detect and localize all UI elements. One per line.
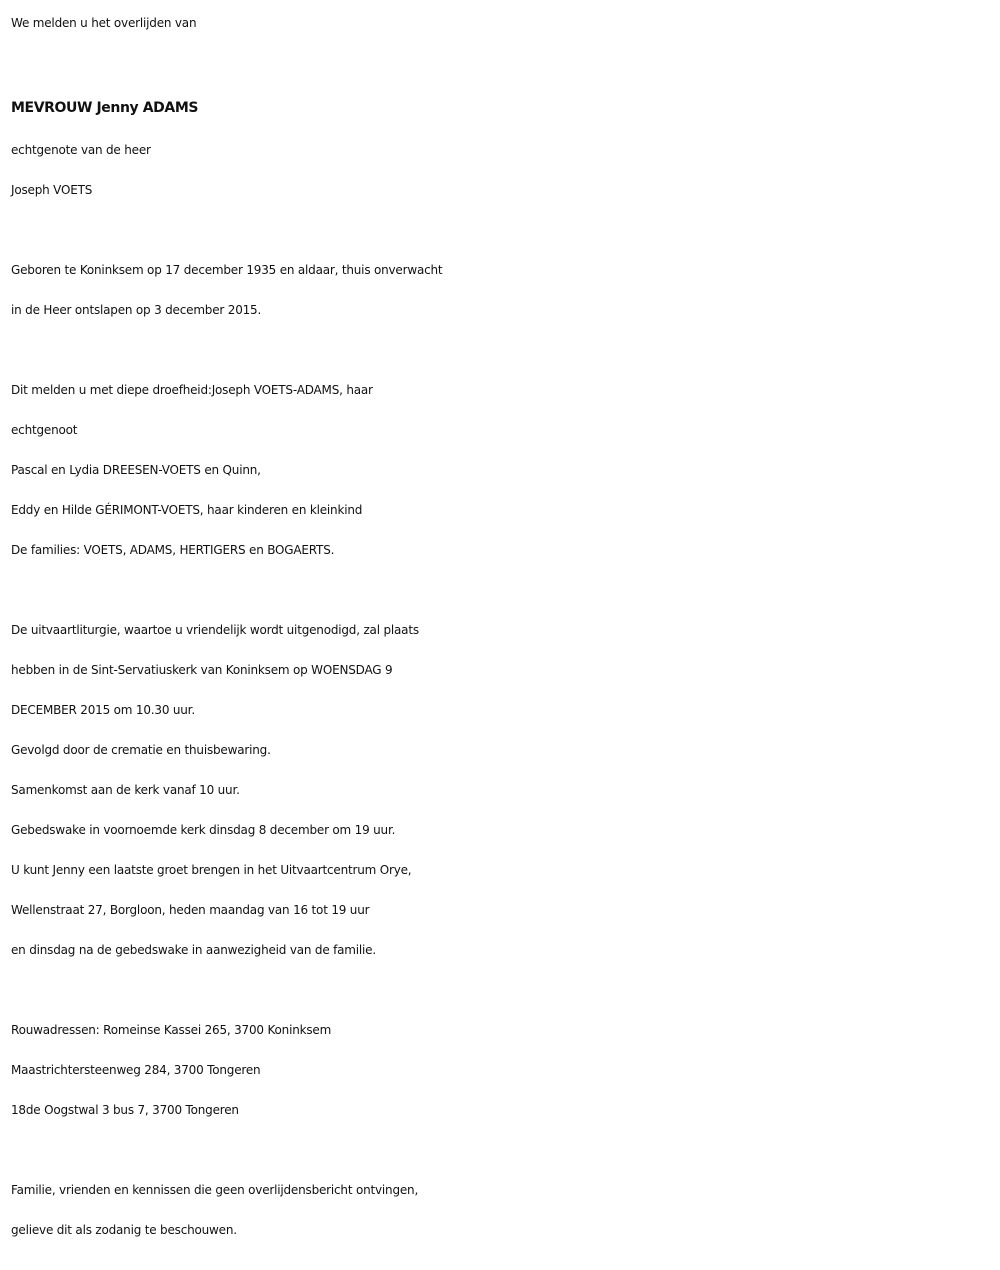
address-line: Rouwadressen: Romeinse Kassei 265, 3700 Koninksem <box>11 1023 332 1037</box>
death-notice <box>11 3 991 1250</box>
ceremony-line: Wellenstraat 27, Borgloon, heden maandag van 16 tot 19 uur <box>11 903 370 917</box>
ceremony-line: De uitvaartliturgie, waartoe u vriendelijk wordt uitgenodigd, zal plaats <box>11 623 419 637</box>
ceremony-line: en dinsdag na de gebedswake in aanwezigheid van de familie. <box>11 943 376 957</box>
mourners-line: Dit melden u met diepe droefheid:Joseph VOETS-ADAMS, haar <box>11 383 373 397</box>
ceremony-line: DECEMBER 2015 om 10.30 uur. <box>11 703 195 717</box>
mourners-line: De families: VOETS, ADAMS, HERTIGERS en BOGAERTS. <box>11 543 335 557</box>
closing-line: gelieve dit als zodanig te beschouwen. <box>11 1223 237 1237</box>
relation-line: echtgenote van de heer <box>11 143 151 157</box>
address-line: 18de Oogstwal 3 bus 7, 3700 Tongeren <box>11 1103 239 1117</box>
mourners-line: Pascal en Lydia DREESEN-VOETS en Quinn, <box>11 463 261 477</box>
ceremony-line: U kunt Jenny een laatste groet brengen in het Uitvaartcentrum Orye, <box>11 863 412 877</box>
mourners-line: Eddy en Hilde GÉRIMONT-VOETS, haar kinderen en kleinkind <box>11 503 363 517</box>
deceased-name: MEVROUW Jenny ADAMS <box>11 100 199 116</box>
ceremony-line: hebben in de Sint-Servatiuskerk van Koninksem op WOENSDAG 9 <box>11 663 393 677</box>
ceremony-line: Gebedswake in voornoemde kerk dinsdag 8 december om 19 uur. <box>11 823 396 837</box>
closing-line: Familie, vrienden en kennissen die geen overlijdensbericht ontvingen, <box>11 1183 419 1197</box>
spacer <box>11 970 991 1010</box>
spacer <box>11 210 991 250</box>
mourners-line: echtgenoot <box>11 423 78 437</box>
spacer <box>11 1130 991 1170</box>
relation-line: Joseph VOETS <box>11 183 93 197</box>
ceremony-line: Samenkomst aan de kerk vanaf 10 uur. <box>11 783 240 797</box>
birth-death-line: in de Heer ontslapen op 3 december 2015. <box>11 303 262 317</box>
spacer <box>11 43 991 86</box>
address-line: Maastrichtersteenweg 284, 3700 Tongeren <box>11 1063 261 1077</box>
spacer <box>11 330 991 370</box>
intro-text: We melden u het overlijden van <box>11 16 197 30</box>
ceremony-line: Gevolgd door de crematie en thuisbewaring. <box>11 743 271 757</box>
birth-death-line: Geboren te Koninksem op 17 december 1935 en aldaar, thuis onverwacht <box>11 263 443 277</box>
spacer <box>11 570 991 610</box>
